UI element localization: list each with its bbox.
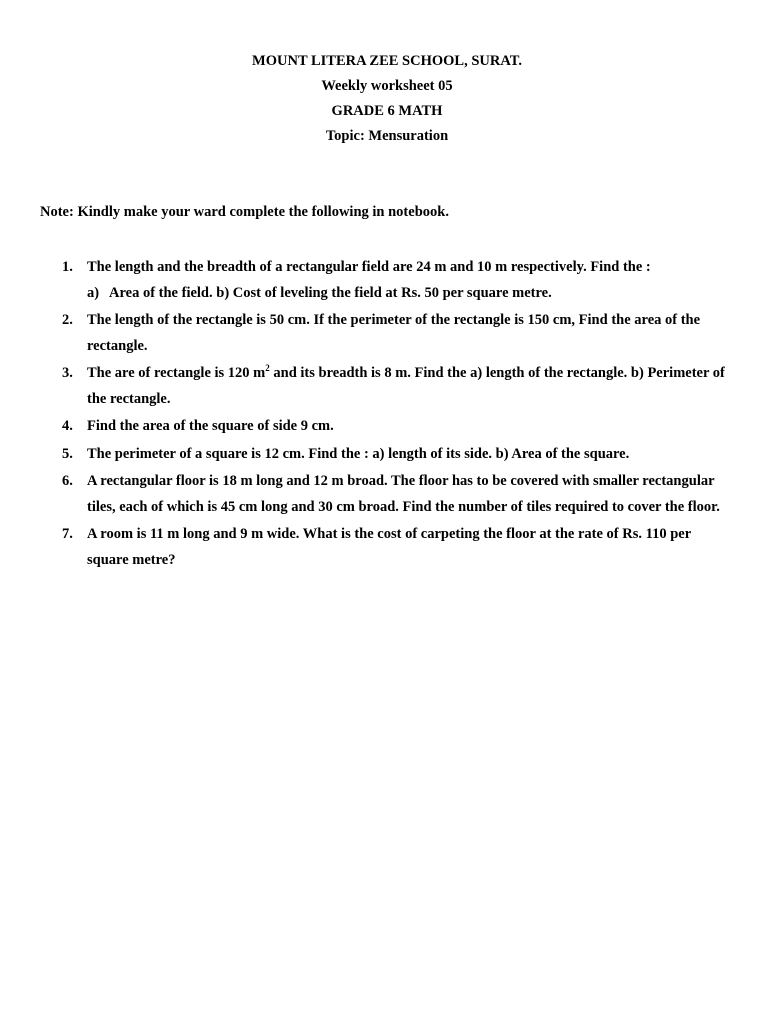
worksheet-header bbox=[0, 51, 768, 151]
question-text-start: The are of rectangle is 120 m bbox=[87, 365, 266, 381]
topic-label: Topic: Mensuration bbox=[325, 128, 449, 144]
question-number: 4. bbox=[62, 418, 73, 434]
subpart-label: a) bbox=[87, 284, 100, 301]
question-number: 3. bbox=[62, 365, 73, 381]
question-text: The length and the breadth of a rectangular field are 24 m and 10 m respectively. Find the : bbox=[87, 259, 651, 275]
question-text: A rectangular floor is 18 m long and 12 m broad. The floor has to be covered with smaller rectangular tiles, each of which is 45 cm long and 30 cm broad. Find the number of tiles required to cover the floor. bbox=[87, 473, 720, 515]
question-text: A room is 11 m long and 9 m wide. What is the cost of carpeting the floor at the rate of Rs. 110 per square metre? bbox=[87, 526, 691, 568]
question-number: 1. bbox=[62, 259, 73, 275]
worksheet-title: Weekly worksheet 05 bbox=[321, 78, 453, 94]
squared-exponent: 2 bbox=[265, 363, 270, 373]
question-3 bbox=[0, 361, 727, 412]
question-number: 6. bbox=[62, 473, 73, 489]
question-subpart bbox=[87, 281, 727, 307]
parent-note: Note: Kindly make your ward complete the following in notebook. bbox=[40, 204, 449, 220]
school-name: MOUNT LITERA ZEE SCHOOL, SURAT. bbox=[252, 53, 522, 69]
question-number: 7. bbox=[62, 526, 73, 542]
question-text: The perimeter of a square is 12 cm. Find the : a) length of its side. b) Area of the square. bbox=[87, 445, 630, 462]
question-list bbox=[0, 255, 768, 575]
question-1 bbox=[0, 255, 727, 306]
question-6 bbox=[0, 469, 727, 520]
question-7 bbox=[0, 522, 727, 573]
subpart-text: Area of the field. b) Cost of leveling the field at Rs. 50 per square metre. bbox=[109, 284, 552, 301]
question-number: 5. bbox=[62, 445, 73, 462]
question-5 bbox=[0, 442, 727, 468]
question-text: The length of the rectangle is 50 cm. If the perimeter of the rectangle is 150 cm, Find the area of the rectangle. bbox=[87, 312, 701, 354]
question-number: 2. bbox=[62, 312, 73, 328]
question-4 bbox=[0, 414, 727, 440]
question-2 bbox=[0, 308, 727, 359]
question-text-end: and its breadth is 8 m. Find the a) length of the rectangle. b) Perimeter of the rectangle. bbox=[87, 365, 725, 407]
question-text bbox=[87, 361, 727, 412]
question-text: Find the area of the square of side 9 cm. bbox=[87, 418, 334, 434]
grade-label: GRADE 6 MATH bbox=[331, 103, 443, 119]
